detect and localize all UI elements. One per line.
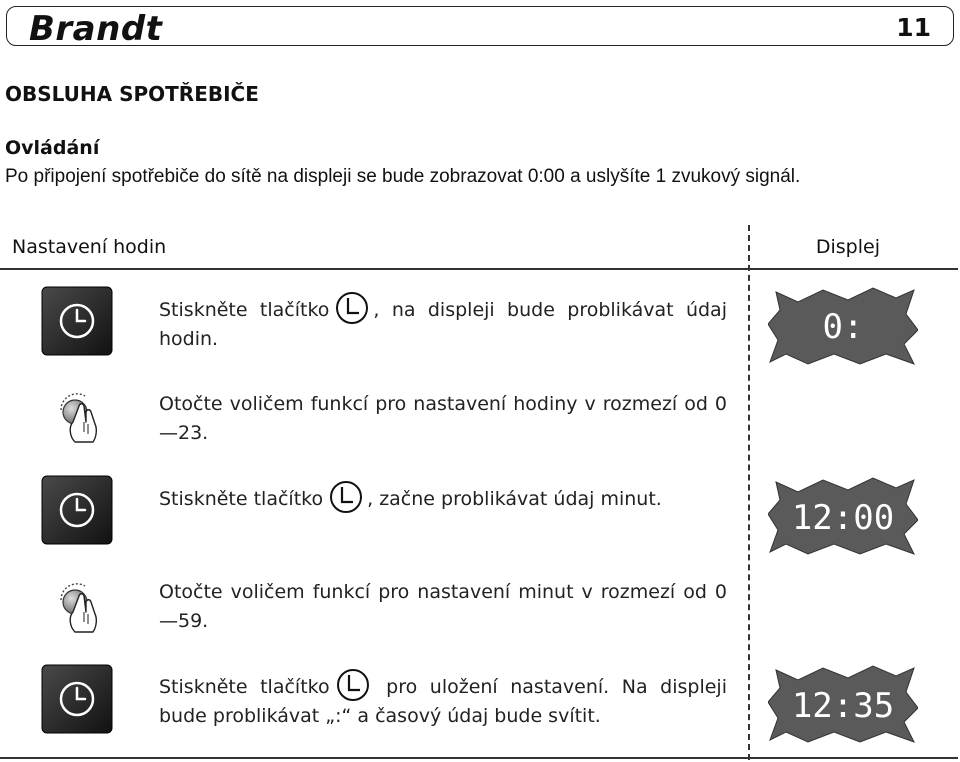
step-3-text: Stiskněte tlačítko , začne problikávat údaj minut. (159, 485, 727, 514)
brand-logo: Brandt (29, 9, 163, 49)
clock-button-icon (41, 286, 113, 356)
dial-hand-icon (55, 582, 101, 634)
step-4-text: Otočte voličem funkcí pro nastavení minut v rozmezí od 0—59. (159, 581, 727, 632)
column-header-left: Nastavení hodin (12, 236, 167, 258)
display-time-set (768, 664, 918, 744)
bottom-rule (0, 757, 958, 759)
clock-icon (336, 668, 370, 702)
subsection-title: Ovládání (5, 137, 100, 159)
clock-icon (335, 291, 369, 325)
step-5-text: Stiskněte tlačítko pro uložení nastavení. Na displeji bude problikávat „:“ a časový údaj bude svítit. (159, 673, 727, 731)
dial-hand-icon (55, 392, 101, 444)
clock-icon (329, 480, 363, 514)
clock-button-icon (41, 664, 113, 734)
step-1-text: Stiskněte tlačítko , na displeji bude problikávat údaj hodin. (159, 296, 727, 354)
page-header (6, 6, 954, 49)
header-rule (0, 268, 958, 270)
column-header-right: Displej (815, 236, 880, 258)
column-divider (748, 225, 750, 760)
page-number: 11 (896, 13, 931, 42)
display-value: 0: (822, 307, 864, 347)
display-hours-blinking (768, 286, 918, 366)
display-minutes-blinking (768, 476, 918, 556)
display-value: 12:35 (791, 686, 895, 726)
display-value: 12:00 (791, 498, 895, 538)
section-title: OBSLUHA SPOTŘEBIČE (5, 82, 259, 106)
clock-button-icon (41, 475, 113, 545)
intro-text: Po připojení spotřebiče do sítě na displeji se bude zobrazovat 0:00 a uslyšíte 1 zvukový signál. (5, 166, 801, 187)
step-2-text: Otočte voličem funkcí pro nastavení hodiny v rozmezí od 0—23. (159, 393, 727, 444)
